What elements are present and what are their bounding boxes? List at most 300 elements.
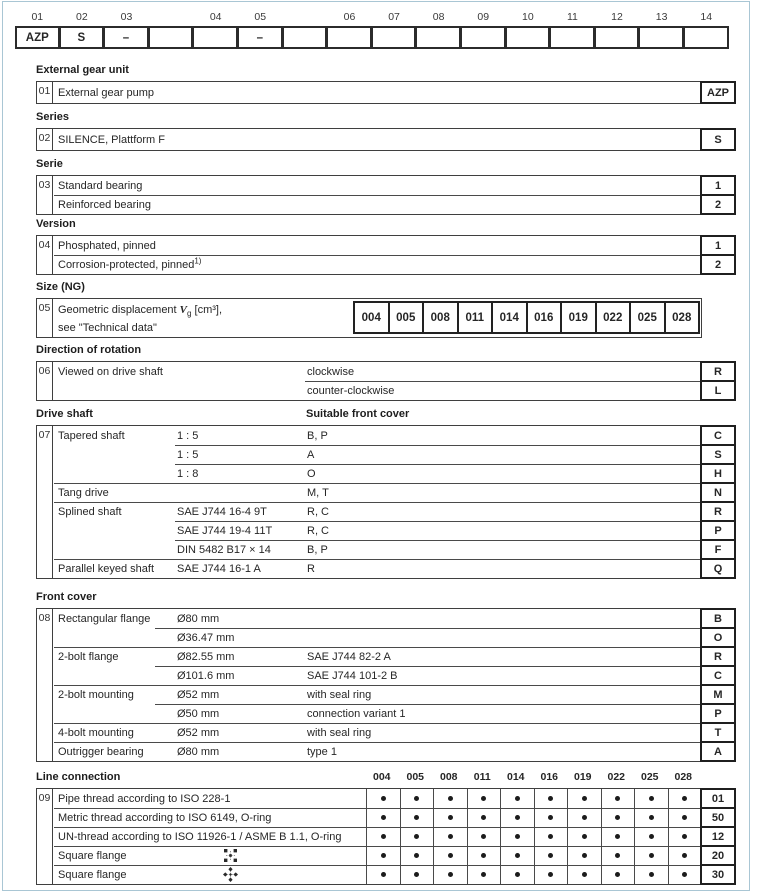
ordering-code-cell [372,26,417,49]
size-code-cell: 019 [560,301,597,334]
code-box: O [700,627,736,648]
availability-dots [366,827,701,846]
section-heading: Series [36,111,70,123]
position-number-label: 04 [209,11,222,23]
cover-dimension: Ø80 mm [177,745,220,758]
availability-dot [414,872,419,877]
row-label: Corrosion-protected, pinned$^{1)}$ [58,255,202,271]
row-label: Square flange [58,868,127,881]
position-number: 06 [37,362,53,400]
position-number: 05 [37,299,53,337]
section-external-gear-unit [36,64,736,104]
table-row [37,362,722,381]
position-number-label: 10 [521,11,534,23]
availability-dot [615,834,620,839]
shaft-type: Parallel keyed shaft [58,562,154,575]
table-row [37,808,725,827]
availability-dot [682,853,687,858]
shaft-type: Tang drive [58,486,109,499]
row-label: Standard bearing [58,179,143,192]
code-box: 1 [700,235,736,256]
ordering-code-table [15,11,730,49]
availability-dot-cell [567,808,601,827]
availability-dot-cell [534,865,568,884]
position-number-label: 05 [254,11,267,23]
availability-dot [481,872,486,877]
size-column-header: 022 [607,771,626,783]
availability-dots [366,789,701,808]
availability-dot [649,872,654,877]
position-number: 01 [37,82,53,103]
section-heading: Drive shaft Suitable front cover [36,408,410,420]
code-box: 2 [700,254,736,275]
availability-dot-cell [500,827,534,846]
ordering-code-cell [461,26,506,49]
availability-dot-cell [467,827,501,846]
row-label: Square flange [58,849,127,862]
size-column-header: 004 [372,771,391,783]
table-row [37,704,722,723]
table-row [37,464,722,483]
section-table [36,425,723,579]
availability-dot [615,815,620,820]
table-row [37,176,722,195]
size-column-headers [365,771,700,783]
availability-dot-cell [601,846,635,865]
position-number-label: 03 [120,11,133,23]
availability-dot [515,834,520,839]
availability-dot-cell [668,827,702,846]
position-number: 02 [37,129,53,150]
ordering-code-cell [416,26,461,49]
position-number: 04 [37,236,53,274]
ordering-code-cell [193,26,238,49]
availability-dot-cell [433,846,467,865]
row-label: SILENCE, Plattform F [58,133,165,146]
table-row [37,666,722,685]
availability-dot-cell [567,789,601,808]
availability-dot-cell [668,808,702,827]
code-box: 12 [700,826,736,847]
availability-dot [381,796,386,801]
size-code-cell: 004 [353,301,390,334]
table-row [37,381,722,400]
displacement-symbol: V [179,304,188,316]
section-heading-row [36,771,736,784]
table-row [37,82,729,103]
cover-detail: type 1 [307,745,337,758]
availability-dot-cell [366,865,400,884]
suitable-cover: B, P [307,543,328,556]
position-number-label: 06 [343,11,356,23]
code-box: R [700,501,736,522]
shaft-spec: DIN 5482 B17 × 14 [177,543,271,556]
square-bolt-pattern-icon [223,848,238,863]
position-number-label: 14 [700,11,713,23]
position-number-row [15,11,730,26]
shaft-spec: 1 : 5 [177,429,199,442]
cover-type: Outrigger bearing [58,745,144,758]
availability-dot [448,853,453,858]
section-series [36,111,736,151]
size-code-cell: 005 [388,301,425,334]
footnote-marker: 1) [194,255,202,265]
size-column-header: 011 [473,771,491,783]
cover-type: Rectangular flange [58,612,151,625]
availability-dot [515,853,520,858]
code-box: 01 [700,788,736,809]
availability-dot [414,796,419,801]
shaft-spec: 1 : 8 [177,467,199,480]
position-number-label: 01 [31,11,44,23]
availability-dot-cell [366,846,400,865]
cover-type: 4-bolt mounting [58,726,134,739]
availability-dot [582,796,587,801]
size-column-header: 028 [674,771,693,783]
availability-dot-cell [400,808,434,827]
code-box: 50 [700,807,736,828]
size-code-cell: 014 [491,301,528,334]
code-box: C [700,425,736,446]
shaft-spec: SAE J744 16-1 A [177,562,261,575]
table-row [37,628,723,647]
availability-dot [414,834,419,839]
section-heading: Line connection [36,771,121,783]
availability-dot-cell [366,827,400,846]
position-number: 08 [37,609,53,761]
availability-dot-cell [634,865,668,884]
availability-dot-cell [634,808,668,827]
shaft-spec: 1 : 5 [177,448,199,461]
availability-dot [481,796,486,801]
section-size-ng [36,281,736,338]
table-row [37,742,722,761]
availability-dot-cell [567,846,601,865]
size-code-cell: 016 [526,301,563,334]
availability-dot [381,872,386,877]
availability-dots [366,846,701,865]
section-table [36,298,702,338]
availability-dot-cell [567,827,601,846]
table-row [37,255,722,274]
availability-dot-cell [668,865,702,884]
cover-detail: connection variant 1 [307,707,406,720]
code-box: S [700,444,736,465]
code-box: C [700,665,736,686]
availability-dot [381,853,386,858]
size-column-header: 016 [540,771,559,783]
availability-dot-cell [433,789,467,808]
cover-dimension: Ø101.6 mm [177,669,235,682]
section-table [36,81,729,104]
row-label: Geometric displacement $V_g$ [cm³], see "Technical data" [58,304,223,335]
ordering-code-cell: S [60,26,105,49]
position-number-label: 02 [76,11,88,23]
section-front-cover [36,591,736,762]
size-column-header: 005 [406,771,425,783]
section-drive-shaft [36,408,736,579]
section-table [36,175,722,215]
availability-dot [414,815,419,820]
section-table [36,128,722,151]
column-heading-suitable-front-cover: Suitable front cover [306,408,410,420]
position-number-label: 09 [477,11,490,23]
suitable-cover: A [307,448,315,461]
availability-dot [548,796,553,801]
availability-dot [515,815,520,820]
availability-dot [649,834,654,839]
section-heading: Version [36,218,76,230]
section-line-connection [36,771,736,885]
availability-dot-cell [500,808,534,827]
section-heading: Serie [36,158,63,170]
row-value: counter-clockwise [307,384,395,397]
table-row [37,195,722,214]
code-box: M [700,684,736,705]
ordering-code-cell [327,26,372,49]
table-row [37,865,725,884]
availability-dot-cell [433,865,467,884]
suitable-cover: R, C [307,505,329,518]
availability-dot [448,796,453,801]
row-value: clockwise [307,365,355,378]
availability-dot-cell [634,846,668,865]
table-row [37,685,723,704]
availability-dot [582,853,587,858]
diamond-bolt-pattern-icon [223,867,238,882]
cover-detail: SAE J744 101-2 B [307,669,398,682]
availability-dot-cell [400,865,434,884]
table-row [37,521,722,540]
table-row [37,609,722,628]
availability-dot [414,853,419,858]
position-number-label [283,11,328,26]
size-column-header: 019 [573,771,592,783]
availability-dot [682,872,687,877]
shaft-type: Tapered shaft [58,429,125,442]
shaft-spec: SAE J744 19-4 11T [177,524,273,537]
ordering-code-cell [550,26,595,49]
availability-dot [615,796,620,801]
availability-dot [548,834,553,839]
availability-dot [615,853,620,858]
position-number: 09 [37,789,53,884]
section-heading: Size (NG) [36,281,85,293]
availability-dot [682,815,687,820]
availability-dot [649,796,654,801]
ordering-code-cell: – [104,26,149,49]
availability-dot-cell [634,789,668,808]
availability-dot [548,872,553,877]
table-row [37,789,725,808]
code-box: 2 [700,194,736,215]
ordering-code-cell [506,26,551,49]
availability-dot-cell [634,827,668,846]
table-row [37,483,722,502]
cover-type: 2-bolt mounting [58,688,134,701]
table-row [37,129,722,150]
availability-dots [366,808,701,827]
suitable-cover: O [307,467,316,480]
availability-dot-cell [366,808,400,827]
ordering-code-cell [639,26,684,49]
section-heading: External gear unit [36,64,129,76]
table-row [37,502,722,521]
code-box: Q [700,558,736,579]
row-label: Pipe thread according to ISO 228-1 [58,792,231,805]
availability-dot-cell [668,789,702,808]
availability-dot-cell [500,846,534,865]
row-label: Reinforced bearing [58,198,151,211]
availability-dot-cell [601,789,635,808]
shaft-spec: SAE J744 16-4 9T [177,505,267,518]
availability-dot-cell [500,865,534,884]
cover-type: 2-bolt flange [58,650,119,663]
availability-dot [582,815,587,820]
availability-dot [481,853,486,858]
availability-dot-cell [400,789,434,808]
availability-dot [381,834,386,839]
size-code-cell: 028 [664,301,701,334]
section-version [36,218,736,275]
code-box: AZP [700,81,736,104]
suitable-cover: R, C [307,524,329,537]
availability-dot [682,796,687,801]
section-serie [36,158,736,215]
row-label: Viewed on drive shaft [58,365,163,378]
position-number-label: 13 [655,11,668,23]
section-table [36,361,722,401]
table-row [37,559,723,578]
ordering-code-cell [149,26,194,49]
section-heading: Front cover [36,591,97,603]
availability-dot-cell [534,827,568,846]
code-box: L [700,380,736,401]
table-row [37,827,725,846]
size-code-boxes [353,301,700,334]
availability-dot [582,834,587,839]
table-row [37,445,722,464]
availability-dot-cell [467,865,501,884]
suitable-cover: M, T [307,486,329,499]
availability-dot [448,815,453,820]
availability-dot-cell [467,846,501,865]
position-number: 03 [37,176,53,214]
availability-dot-cell [500,789,534,808]
availability-dot [649,815,654,820]
availability-dots [366,865,701,884]
ordering-code-cell: – [238,26,283,49]
size-column-header: 008 [439,771,458,783]
availability-dot-cell [366,789,400,808]
availability-dot [615,872,620,877]
availability-dot [548,853,553,858]
ordering-code-cell [595,26,640,49]
code-box: T [700,722,736,743]
availability-dot-cell [601,808,635,827]
code-box-row [15,26,730,49]
position-number-label: 12 [611,11,623,23]
cover-detail: with seal ring [307,726,372,739]
availability-dot [682,834,687,839]
availability-dot-cell [467,789,501,808]
code-box: B [700,608,736,629]
availability-dot-cell [567,865,601,884]
cover-dimension: Ø80 mm [177,612,220,625]
position-number-label [149,11,194,26]
section-table [36,235,722,275]
cover-dimension: Ø82.55 mm [177,650,235,663]
row-label: UN-thread according to ISO 11926-1 / ASME B 1.1, O-ring [58,830,342,843]
availability-dot [582,872,587,877]
code-box: S [700,128,736,151]
code-box: R [700,646,736,667]
availability-dot [448,834,453,839]
code-box: A [700,741,736,762]
suitable-cover: B, P [307,429,328,442]
availability-dot-cell [467,808,501,827]
availability-dot [548,815,553,820]
availability-dot-cell [400,846,434,865]
availability-dot [381,815,386,820]
position-number-label: 07 [388,11,400,23]
cover-detail: SAE J744 82-2 A [307,650,391,663]
cover-dimension: Ø50 mm [177,707,220,720]
code-box: P [700,703,736,724]
row-label: Metric thread according to ISO 6149, O-ring [58,811,272,824]
table-row [37,647,722,666]
availability-dot-cell [534,808,568,827]
row-label: External gear pump [58,86,154,99]
size-column-header: 025 [640,771,659,783]
cover-dimension: Ø52 mm [177,688,220,701]
size-code-cell: 022 [595,301,632,334]
table-row [37,846,725,865]
code-box: 30 [700,864,736,885]
availability-dot-cell [668,846,702,865]
size-code-cell: 011 [457,301,494,334]
code-box: F [700,539,736,560]
availability-dot-cell [601,827,635,846]
section-table [36,608,723,762]
position-number-label: 08 [432,11,445,23]
suitable-cover: R [307,562,315,575]
position-number: 07 [37,426,53,578]
availability-dot-cell [534,846,568,865]
size-code-cell: 008 [422,301,459,334]
availability-dot-cell [433,808,467,827]
cover-dimension: Ø52 mm [177,726,220,739]
ordering-code-cell [684,26,729,49]
code-box: N [700,482,736,503]
shaft-type: Splined shaft [58,505,122,518]
size-code-cell: 025 [629,301,666,334]
position-number-label: 11 [566,11,578,23]
code-box: H [700,463,736,484]
code-box: P [700,520,736,541]
cover-dimension: Ø36.47 mm [177,631,235,644]
table-row [37,540,722,559]
ordering-code-cell [283,26,328,49]
code-box: 1 [700,175,736,196]
code-box: R [700,361,736,382]
table-row [37,723,722,742]
cover-detail: with seal ring [307,688,372,701]
availability-dot [448,872,453,877]
section-table [36,788,725,885]
ordering-code-cell: AZP [15,26,60,49]
availability-dot [481,834,486,839]
